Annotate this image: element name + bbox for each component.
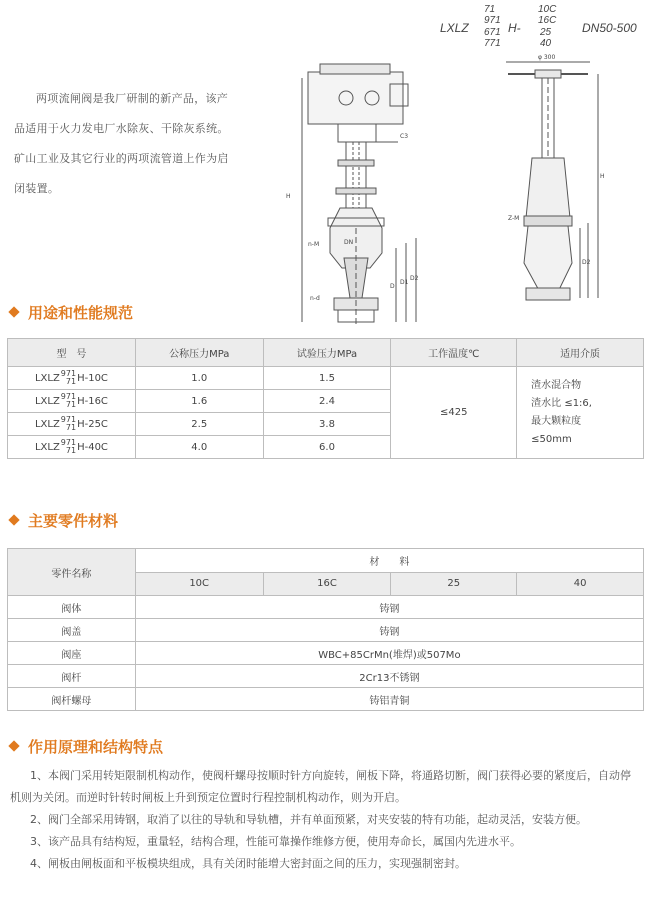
table-row — [8, 665, 644, 688]
drawing-label-dn: DN — [344, 239, 354, 246]
header-temperature: 工作温度℃ — [391, 339, 517, 367]
section-title-principles-text: 作用原理和结构特点 — [28, 738, 164, 756]
drawing-label-zm: Z-M — [508, 215, 520, 222]
section-title-materials — [8, 510, 118, 531]
cell-test: 6.0 — [263, 436, 391, 459]
header-grade-40: 40 — [517, 572, 644, 596]
cell-model: LXLZ 971 71 H-16C — [8, 390, 136, 413]
model-code-1: 71 — [484, 4, 496, 15]
principles-list — [10, 765, 640, 875]
header-grade-10c: 10C — [135, 572, 263, 596]
intro-paragraph: 两项流闸阀是我厂研制的新产品，该产品适用于火力发电厂水除灰、干除灰系统。矿山工业及其它行业的两项流管道上作为启闭装置。 — [14, 92, 229, 195]
section-title-principles — [8, 736, 163, 757]
table-row — [8, 688, 644, 711]
list-item: 4、闸板由闸板面和平板模块组成，具有关闭时能增大密封面之间的压力，实现强制密封。 — [30, 857, 466, 870]
header-test-pressure: 试验压力MPa — [263, 339, 391, 367]
list-item: 2、阀门全部采用铸钢，取消了以往的导轨和导轨槽，并有单面预紧，对夹安装的特有功能，起动灵活，安装方便。 — [30, 813, 587, 826]
table-row — [8, 642, 644, 665]
bonnet-upper — [338, 124, 376, 142]
list-item: 3、该产品具有结构短，重量轻，结构合理，性能可靠操作维修方便，使用寿命长，属国内先进水平。 — [30, 835, 521, 848]
cell-medium: 渣水混合物 渣水比 ≤1:6, 最大颗粒度 ≤50mm — [517, 367, 644, 459]
section-title-materials-text: 主要零件材料 — [28, 512, 119, 530]
header-medium: 适用介质 — [517, 339, 644, 367]
cell-material: 铸钢 — [135, 596, 643, 619]
performance-table — [7, 338, 644, 459]
diamond-icon — [8, 306, 19, 317]
table-row — [8, 367, 644, 390]
actuator-top — [320, 64, 390, 74]
cell-nominal: 1.6 — [135, 390, 263, 413]
diamond-icon — [8, 740, 19, 751]
drawing-label-h-right: H — [600, 173, 605, 180]
list-item: 1、本阀门采用转矩限制机构动作，使阀杆螺母按顺时针方向旋转，闸板下降，将通路切断，阀门获得必要的紧度后，自动停机则为关闭。而逆时针转时闸板上升到预定位置时行程控制机构动作，则为开启。 — [10, 769, 631, 804]
model-pressure-1: 10C — [538, 4, 557, 15]
section-title-usage — [8, 302, 133, 323]
cell-material: 铸铝青铜 — [135, 688, 643, 711]
header-grade-16c: 16C — [263, 572, 391, 596]
cell-material: WBC+85CrMn(堆焊)或507Mo — [135, 642, 643, 665]
cell-part: 阀座 — [8, 642, 136, 665]
valve-body-right — [524, 226, 572, 296]
header-model: 型 号 — [8, 339, 136, 367]
header-material: 材 料 — [135, 549, 643, 573]
cell-nominal: 1.0 — [135, 367, 263, 390]
model-code-4: 771 — [484, 38, 501, 49]
cell-temperature: ≤425 — [391, 367, 517, 459]
cell-model: LXLZ 971 71 H-10C — [8, 367, 136, 390]
model-pressure-4: 40 — [540, 38, 552, 49]
diamond-icon — [8, 514, 19, 525]
cell-part: 阀体 — [8, 596, 136, 619]
model-code-2: 971 — [484, 15, 501, 26]
drawing-label-phi: φ 300 — [538, 54, 556, 61]
model-size-range: DN50-500 — [582, 21, 637, 35]
table-row — [8, 619, 644, 642]
table-row — [8, 596, 644, 619]
yoke-right — [526, 158, 570, 218]
intro-text — [14, 84, 239, 204]
model-code-3: 671 — [484, 27, 501, 38]
drawing-label-d2: D2 — [410, 275, 419, 282]
model-designation — [440, 4, 650, 50]
cell-test: 3.8 — [263, 413, 391, 436]
drawing-label-d1: D1 — [400, 279, 409, 286]
drawing-label-d2-right: D2 — [582, 259, 591, 266]
model-pressure-2: 16C — [538, 15, 557, 26]
cell-model: LXLZ 971 71 H-40C — [8, 436, 136, 459]
actuator-housing — [308, 72, 403, 124]
cell-test: 1.5 — [263, 367, 391, 390]
cell-nominal: 2.5 — [135, 413, 263, 436]
cell-model: LXLZ 971 71 H-25C — [8, 413, 136, 436]
header-nominal-pressure: 公称压力MPa — [135, 339, 263, 367]
valve-drawing — [280, 48, 650, 334]
cell-part: 阀盖 — [8, 619, 136, 642]
cell-part: 阀杆 — [8, 665, 136, 688]
drawing-label-nd: n-d — [310, 295, 320, 302]
cell-nominal: 4.0 — [135, 436, 263, 459]
drawing-label-nm: n-M — [308, 241, 320, 248]
model-pressure-3: 25 — [540, 27, 552, 38]
header-grade-25: 25 — [391, 572, 517, 596]
drawing-label-h-left: H — [286, 193, 291, 200]
drawing-label-c3: C3 — [400, 133, 409, 140]
model-prefix: LXLZ — [440, 21, 469, 35]
materials-table — [7, 548, 644, 711]
model-hyphen: H- — [508, 21, 521, 35]
drawing-label-d: D — [390, 283, 395, 290]
cell-material: 2Cr13不锈钢 — [135, 665, 643, 688]
cell-material: 铸钢 — [135, 619, 643, 642]
cell-test: 2.4 — [263, 390, 391, 413]
section-title-usage-text: 用途和性能规范 — [28, 304, 134, 322]
header-part-name: 零件名称 — [8, 549, 136, 596]
cell-part: 阀杆螺母 — [8, 688, 136, 711]
